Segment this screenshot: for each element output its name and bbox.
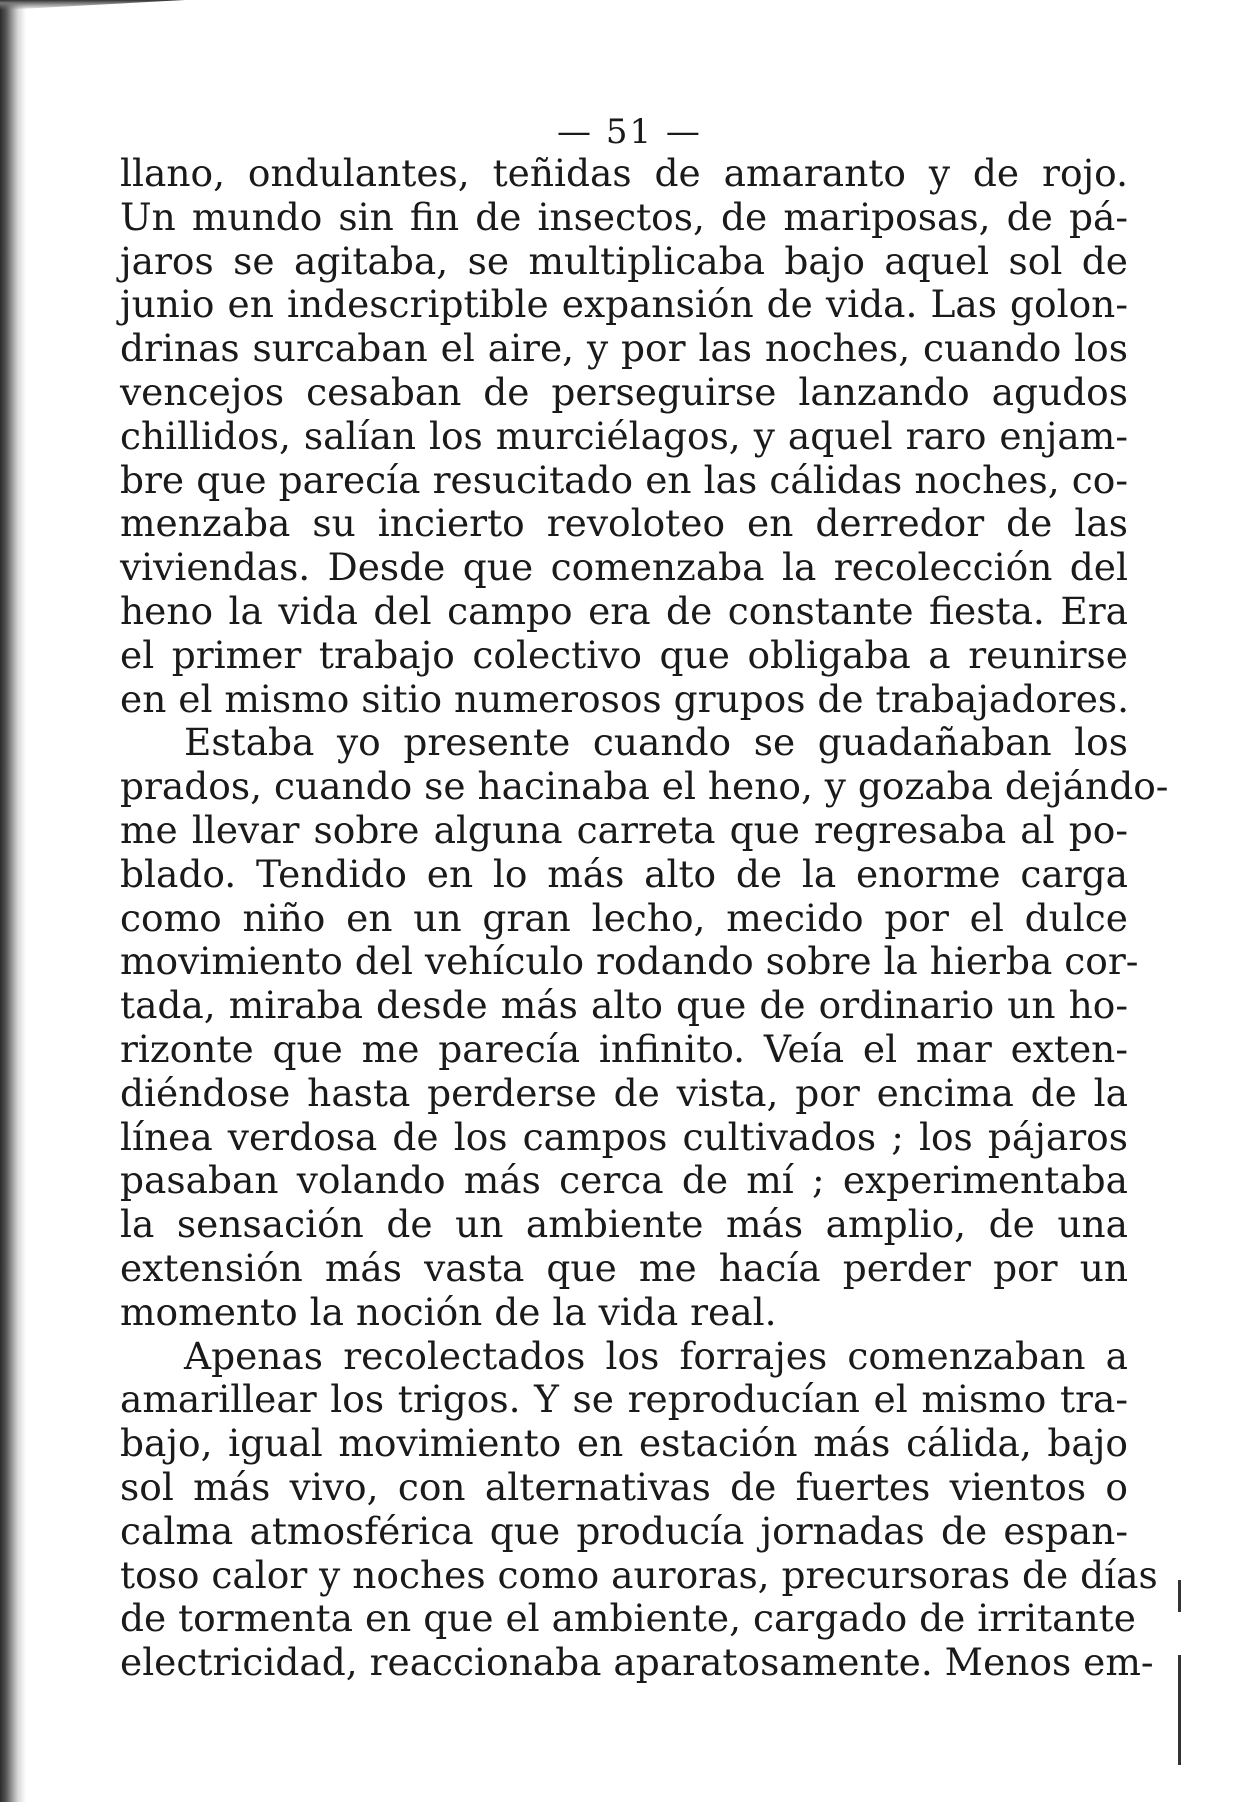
text-line: blado. Tendido en lo más alto de la enorme carga bbox=[120, 851, 1128, 896]
text-line: heno la vida del campo era de constante fiesta. Era bbox=[120, 588, 1128, 633]
text-line: la sensación de un ambiente más amplio, de una bbox=[120, 1202, 1128, 1247]
text-line: el primer trabajo colectivo que obligaba a reunirse bbox=[120, 632, 1128, 677]
text-line: momento la noción de la vida real. bbox=[120, 1289, 777, 1334]
body-text bbox=[120, 151, 1169, 1685]
binding-edge bbox=[0, 0, 26, 1802]
corner-mark bbox=[0, 0, 185, 10]
text-line: prados, cuando se hacinaba el heno, y gozaba dejándo- bbox=[120, 764, 1169, 809]
text-line: tada, miraba desde más alto que de ordinario un ho- bbox=[120, 983, 1128, 1028]
text-line: bajo, igual movimiento en estación más cálida, bajo bbox=[120, 1421, 1128, 1466]
margin-mark bbox=[1178, 1655, 1181, 1765]
text-line: llano, ondulantes, teñidas de amaranto y de rojo. bbox=[120, 151, 1128, 195]
text-line: como niño en un gran lecho, mecido por el dulce bbox=[120, 895, 1128, 940]
text-line: pasaban volando más cerca de mí ; experimentaba bbox=[120, 1158, 1128, 1203]
text-line: rizonte que me parecía infinito. Veía el mar exten- bbox=[120, 1026, 1128, 1071]
text-line: menzaba su incierto revoloteo en derredor de las bbox=[120, 501, 1128, 546]
margin-mark bbox=[1178, 1580, 1181, 1612]
text-line: sol más vivo, con alternativas de fuertes vientos o bbox=[120, 1464, 1128, 1509]
text-line: amarillear los trigos. Y se reproducían el mismo tra- bbox=[120, 1377, 1128, 1422]
text-line: extensión más vasta que me hacía perder por un bbox=[120, 1245, 1128, 1290]
text-line: electricidad, reaccionaba aparatosamente. Menos em- bbox=[120, 1640, 1154, 1685]
text-line: línea verdosa de los campos cultivados ; los pájaros bbox=[120, 1114, 1128, 1159]
page-number: — 51 — bbox=[557, 112, 702, 152]
text-line: toso calor y noches como auroras, precursoras de días bbox=[120, 1552, 1158, 1597]
text-line: junio en indescriptible expansión de vida. Las golon- bbox=[120, 282, 1128, 327]
text-line: viviendas. Desde que comenzaba la recolección del bbox=[120, 545, 1128, 590]
text-line: diéndose hasta perderse de vista, por encima de la bbox=[120, 1070, 1128, 1115]
text-line: en el mismo sitio numerosos grupos de trabajadores. bbox=[120, 676, 1130, 721]
text-line: bre que parecía resucitado en las cálidas noches, co- bbox=[120, 457, 1128, 502]
text-line: Un mundo sin fin de insectos, de mariposas, de pá- bbox=[120, 194, 1128, 239]
text-line: jaros se agitaba, se multiplicaba bajo aquel sol de bbox=[120, 238, 1128, 283]
text-line: chillidos, salían los murciélagos, y aquel raro enjam- bbox=[120, 413, 1128, 458]
text-line: de tormenta en que el ambiente, cargado de irritante bbox=[120, 1596, 1136, 1641]
text-line: calma atmosférica que producía jornadas de espan- bbox=[120, 1508, 1128, 1553]
text-line: Estaba yo presente cuando se guadañaban los bbox=[184, 720, 1128, 765]
text-line: drinas surcaban el aire, y por las noches, cuando los bbox=[120, 326, 1128, 371]
text-line: vencejos cesaban de perseguirse lanzando agudos bbox=[120, 369, 1128, 414]
text-line: me llevar sobre alguna carreta que regresaba al po- bbox=[120, 807, 1128, 852]
text-line: Apenas recolectados los forrajes comenzaban a bbox=[184, 1333, 1128, 1378]
text-line: movimiento del vehículo rodando sobre la hierba cor- bbox=[120, 939, 1139, 984]
